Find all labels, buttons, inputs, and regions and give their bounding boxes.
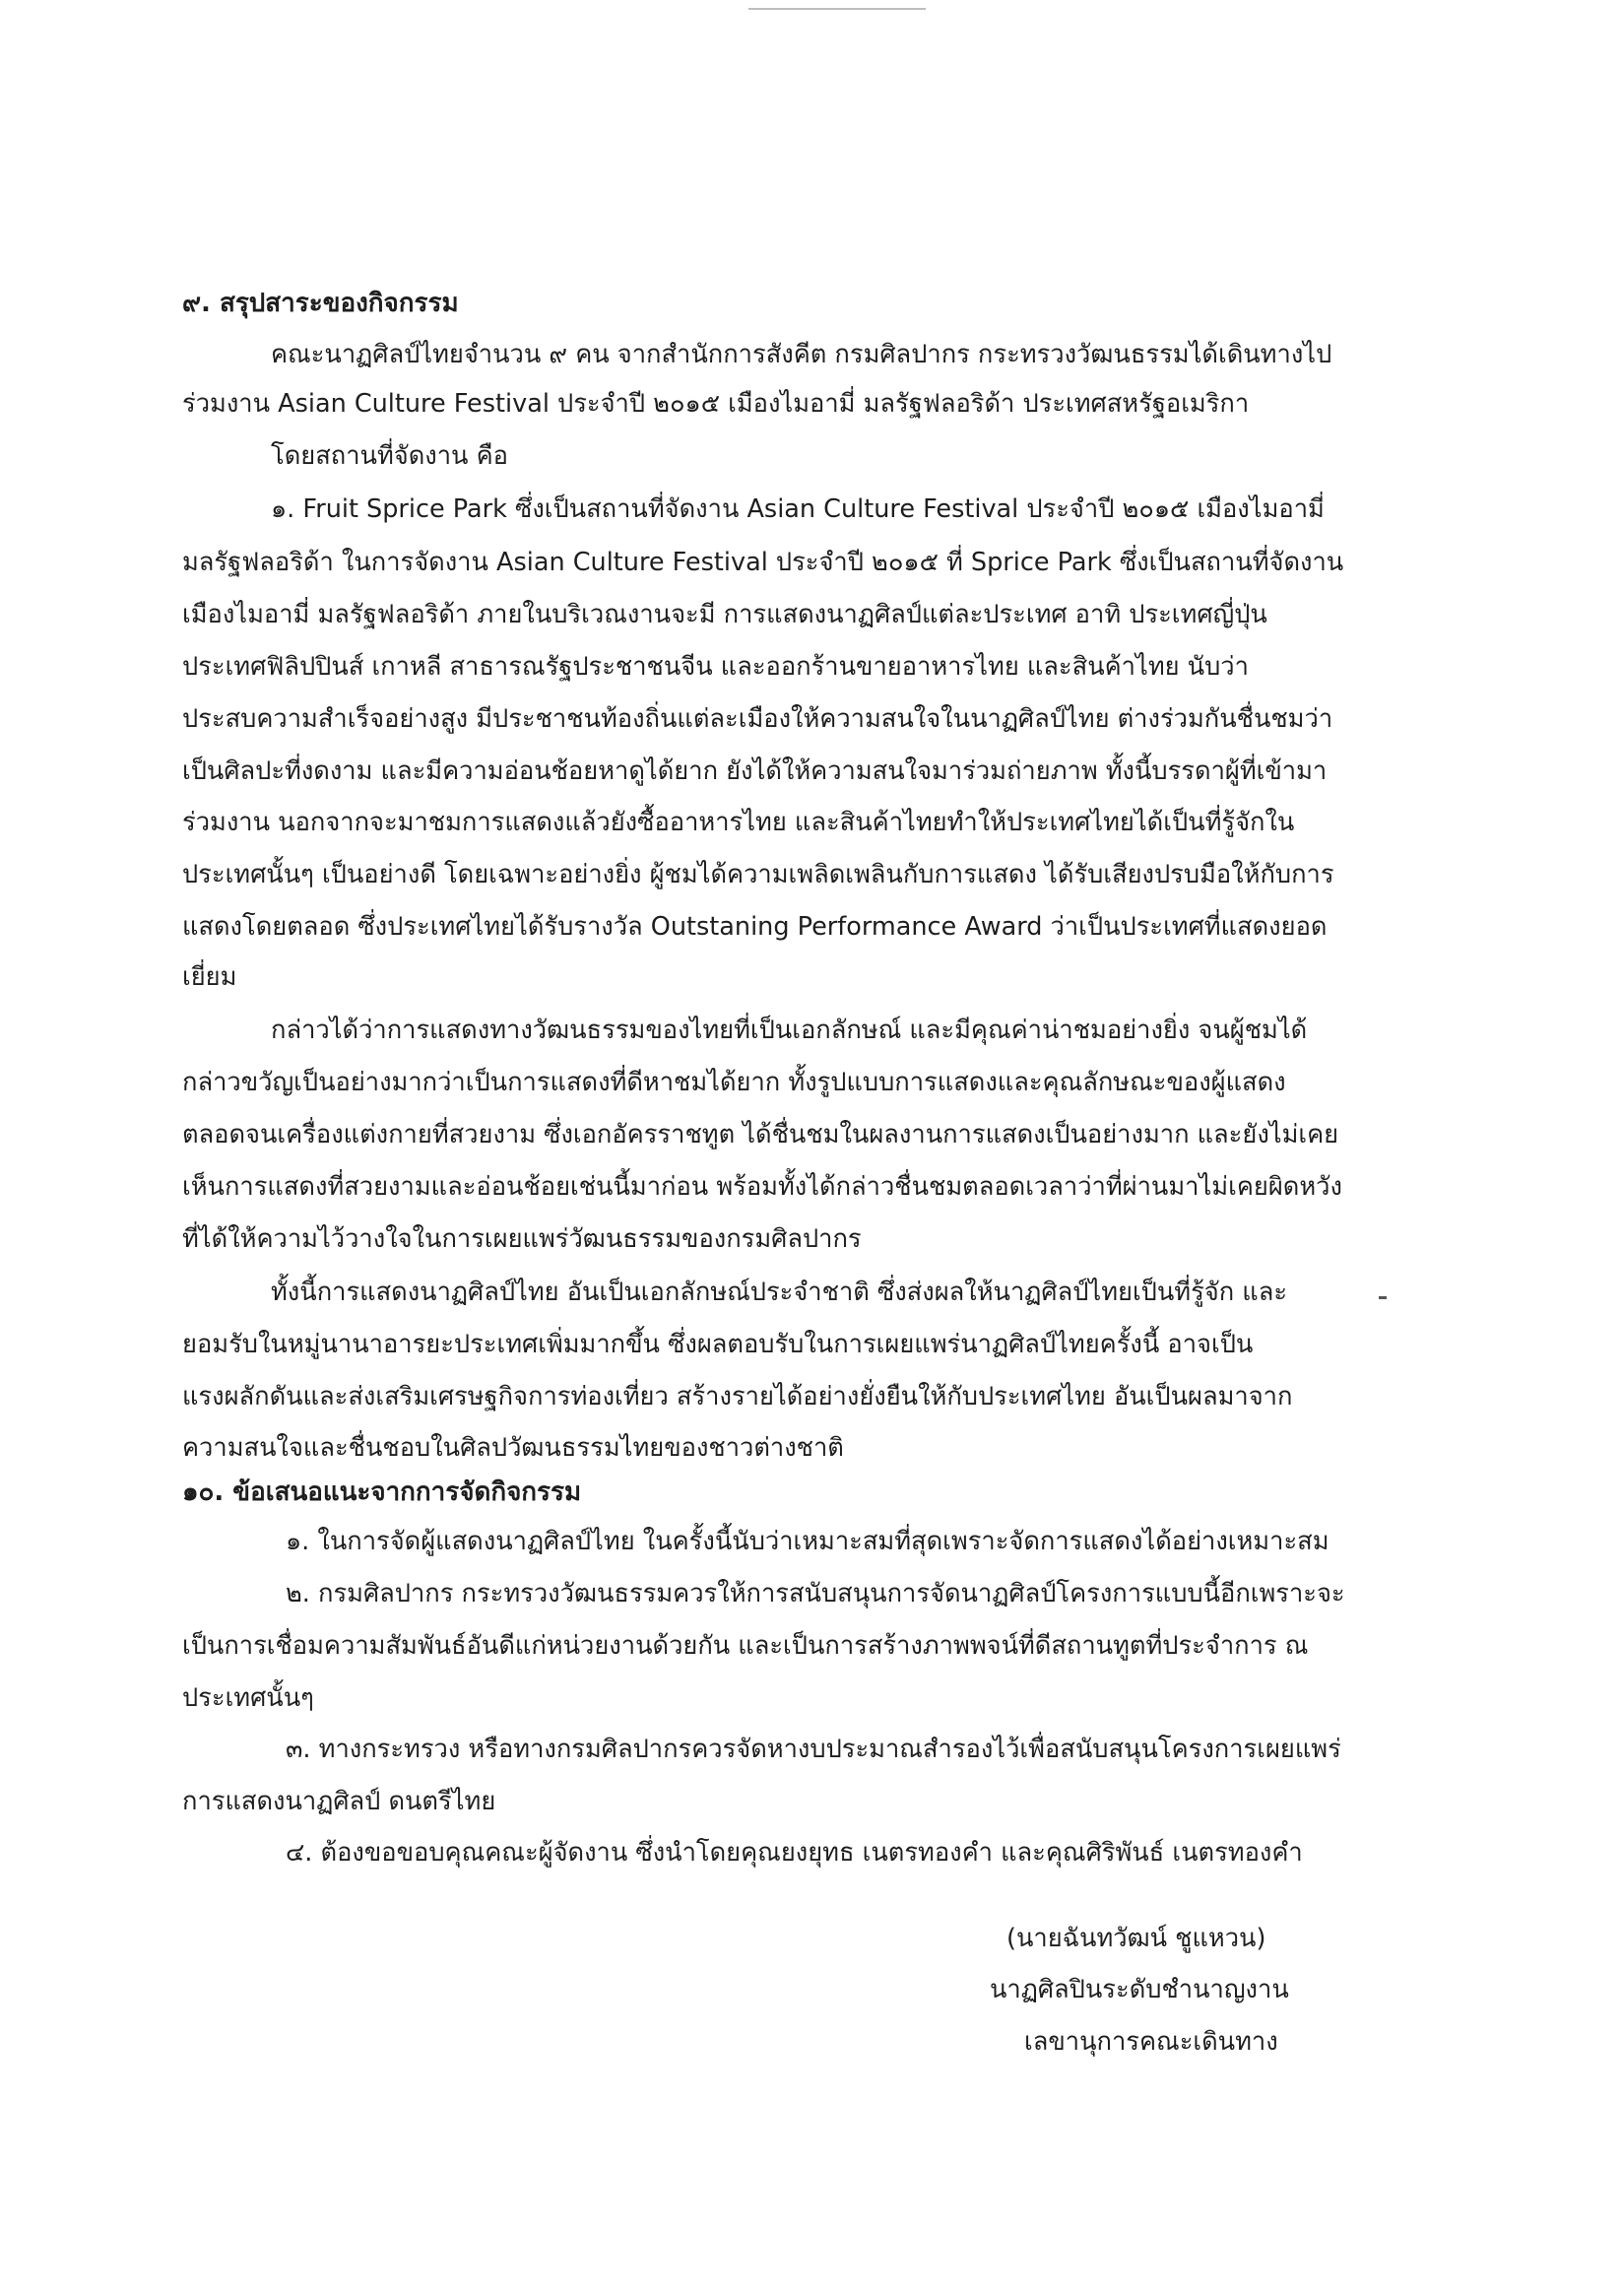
- item1-line: เยี่ยม: [182, 962, 237, 992]
- item1-line: ประสบความสำเร็จอย่างสูง มีประชาชนท้องถิ่นแต่ละเมืองให้ความสนใจในนาฏศิลป์ไทย ต่างร่วมกันชื่นชมว่า: [182, 704, 1333, 734]
- rec2-line: ประเทศนั้นๆ: [182, 1683, 314, 1713]
- para2-line: กล่าวขวัญเป็นอย่างมากว่าเป็นการแสดงที่ดีหาชมได้ยาก ทั้งรูปแบบการแสดงและคุณลักษณะของผู้แสดง: [182, 1068, 1286, 1097]
- para2-line: ที่ได้ให้ความไว้วางใจในการเผยแพร่วัฒนธรรมของกรมศิลปากร: [182, 1224, 862, 1254]
- rec4-line: ๔. ต้องขอขอบคุณคณะผู้จัดงาน ซึ่งนำโดยคุณยงยุทธ เนตรทองคำ และคุณศิริพันธ์ เนตรทองคำ: [286, 1838, 1303, 1868]
- para3-line: แรงผลักดันและส่งเสริมเศรษฐกิจการท่องเที่ยว สร้างรายได้อย่างยั่งยืนให้กับประเทศไทย อันเป็นผลมาจาก: [182, 1382, 1293, 1411]
- item1-line: ประเทศนั้นๆ เป็นอย่างดี โดยเฉพาะอย่างยิ่ง ผู้ชมได้ความเพลิดเพลินกับการแสดง ได้รับเสียงปรบมือให้กับการ: [182, 860, 1334, 889]
- section10-heading: ๑๐. ข้อเสนอแนะจากการจัดกิจกรรม: [182, 1477, 582, 1507]
- rec2-line: เป็นการเชื่อมความสัมพันธ์อันดีแก่หน่วยงานด้วยกัน และเป็นการสร้างภาพพจน์ที่ดีสถานทูตที่ประจำการ ณ: [182, 1631, 1309, 1661]
- intro-line: คณะนาฏศิลป์ไทยจำนวน ๙ คน จากสำนักการสังคีต กรมศิลปากร กระทรวงวัฒนธรรมได้เดินทางไป: [271, 340, 1332, 369]
- item1-line: ประเทศฟิลิปปินส์ เกาหลี สาธารณรัฐประชาชนจีน และออกร้านขายอาหารไทย และสินค้าไทย นับว่า: [182, 652, 1249, 682]
- para2-line: ตลอดจนเครื่องแต่งกายที่สวยงาม ซึ่งเอกอัครราชทูต ได้ชื่นชมในผลงานการแสดงเป็นอย่างมาก และยังไม่เคย: [182, 1120, 1339, 1149]
- item1-line: แสดงโดยตลอด ซึ่งประเทศไทยได้รับรางวัล Outstaning Performance Award ว่าเป็นประเทศที่แสดงยอด: [182, 912, 1328, 942]
- item1-line: ร่วมงาน นอกจากจะมาชมการแสดงแล้วยังซื้ออาหารไทย และสินค้าไทยทำให้ประเทศไทยได้เป็นที่รู้จักใน: [182, 808, 1295, 837]
- scan-mark: [1379, 1296, 1387, 1299]
- rec1-line: ๑. ในการจัดผู้แสดงนาฏศิลป์ไทย ในครั้งนี้นับว่าเหมาะสมที่สุดเพราะจัดการแสดงได้อย่างเหมาะสม: [286, 1527, 1329, 1556]
- rec2-line: ๒. กรมศิลปากร กระทรวงวัฒนธรรมควรให้การสนับสนุนการจัดนาฏศิลป์โครงการแบบนี้อีกเพราะจะ: [286, 1579, 1345, 1608]
- para2-line: เห็นการแสดงที่สวยงามและอ่อนช้อยเช่นนี้มาก่อน พร้อมทั้งได้กล่าวชื่นชมตลอดเวลาว่าที่ผ่านมาไม่เคยผิดหวัง: [182, 1172, 1342, 1202]
- item1-line: เมืองไมอามี่ มลรัฐฟลอริด้า ภายในบริเวณงานจะมี การแสดงนาฏศิลป์แต่ละประเทศ อาทิ ประเทศญี่ปุ่น: [182, 600, 1267, 629]
- item1-line: ๑. Fruit Sprice Park ซึ่งเป็นสถานที่จัดงาน Asian Culture Festival ประจำปี ๒๐๑๕ เมืองไมอามี่: [271, 494, 1325, 524]
- para3-line: ทั้งนี้การแสดงนาฏศิลป์ไทย อันเป็นเอกลักษณ์ประจำชาติ ซึ่งส่งผลให้นาฏศิลป์ไทยเป็นที่รู้จัก และ: [271, 1278, 1288, 1307]
- rec3-line: การแสดงนาฏศิลป์ ดนตรีไทย: [182, 1787, 496, 1816]
- scan-artifact: [748, 8, 926, 10]
- signature-name: (นายฉันทวัฒน์ ชูแหวน): [1006, 1924, 1266, 1953]
- item1-line: เป็นศิลปะที่งดงาม และมีความอ่อนช้อยหาดูได้ยาก ยังได้ให้ความสนใจมาร่วมถ่ายภาพ ทั้งนี้บรรดาผู้ที่เข้ามา: [182, 756, 1328, 786]
- section9-heading: ๙. สรุปสาระของกิจกรรม: [182, 289, 459, 318]
- para3-line: ยอมรับในหมู่นานาอารยะประเทศเพิ่มมากขึ้น ซึ่งผลตอบรับในการเผยแพร่นาฏศิลป์ไทยครั้งนี้ อาจเป็น: [182, 1330, 1254, 1359]
- intro-line: โดยสถานที่จัดงาน คือ: [271, 441, 508, 471]
- para3-line: ความสนใจและชื่นชอบในศิลปวัฒนธรรมไทยของชาวต่างชาติ: [182, 1433, 844, 1463]
- signature-role: เลขานุการคณะเดินทาง: [1024, 2027, 1278, 2057]
- intro-line: ร่วมงาน Asian Culture Festival ประจำปี ๒๐๑๕ เมืองไมอามี่ มลรัฐฟลอริด้า ประเทศสหรัฐอเมริกา: [182, 389, 1250, 419]
- signature-position: นาฏศิลปินระดับชำนาญงาน: [990, 1975, 1289, 2004]
- para2-line: กล่าวได้ว่าการแสดงทางวัฒนธรรมของไทยที่เป็นเอกลักษณ์ และมีคุณค่าน่าชมอย่างยิ่ง จนผู้ชมได้: [271, 1016, 1308, 1045]
- rec3-line: ๓. ทางกระทรวง หรือทางกรมศิลปากรควรจัดหางบประมาณสำรองไว้เพื่อสนับสนุนโครงการเผยแพร่: [286, 1735, 1341, 1764]
- item1-line: มลรัฐฟลอริด้า ในการจัดงาน Asian Culture Festival ประจำปี ๒๐๑๕ ที่ Sprice Park ซึ่งเป็นสถานที่จัดงาน: [182, 548, 1344, 577]
